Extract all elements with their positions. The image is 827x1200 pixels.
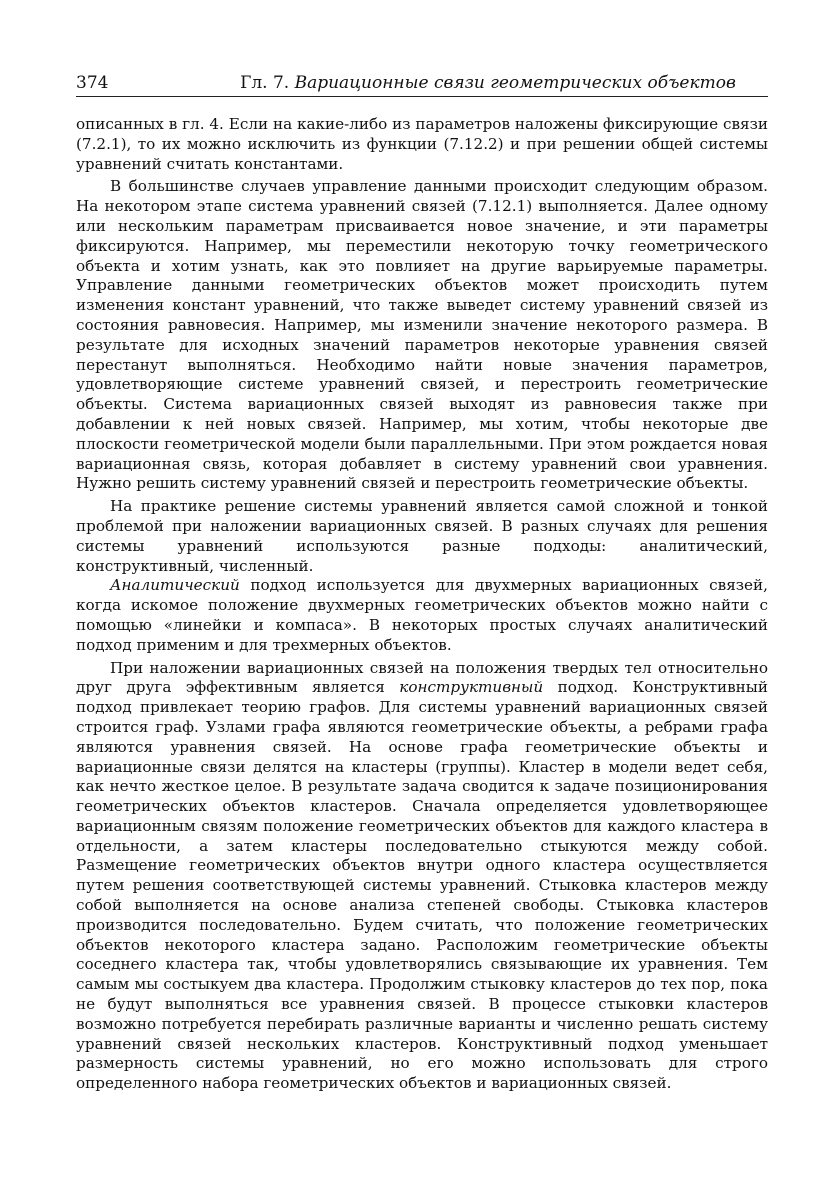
body-text	[76, 115, 768, 1094]
chapter-label: Гл. 7.	[240, 73, 290, 93]
paragraph-4-text: подход используется для двухмерных вариационных связей, когда искомое положение двухмерных геометрических объектов можно найти с помощью «линейки и компаса». В некоторых простых случаях аналитический подход применим и для трехмерных объектов.	[76, 576, 768, 654]
term-analytical: Аналитический	[110, 576, 240, 595]
term-constructive: конструктивный	[399, 678, 544, 697]
running-head	[76, 70, 768, 97]
chapter-title	[208, 73, 768, 93]
paragraph-5-before: При наложении вариационных связей на положения твердых тел относительно друг друга эффективным является	[76, 658, 768, 697]
book-page	[76, 70, 768, 1097]
chapter-title-text: Вариационные связи геометрических объектов	[294, 73, 736, 93]
paragraph-1: описанных в гл. 4. Если на какие-либо из параметров наложены фиксирующие связи (7.2.1), то их можно исключить из функции (7.12.2) и при решении общей системы уравнений считать константами.	[76, 115, 768, 173]
paragraph-4	[76, 576, 768, 655]
paragraph-3: На практике решение системы уравнений является самой сложной и тонкой проблемой при наложении вариационных связей. В разных случаях для решения системы уравнений используются разные подходы: аналитический, конструктивный, численный.	[76, 497, 768, 575]
page-number: 374	[76, 73, 109, 93]
paragraph-5-after: подход. Конструктивный подход привлекает теорию графов. Для системы уравнений вариационных связей строится граф. Узлами графа являются геометрические объекты, а ребрами графа являются уравнения связей. На основе графа геометрические объекты и вариационные связи делятся на кластеры (группы). Кластер в модели ведет себя, как нечто жесткое целое. В результате задача сводится к задаче позиционирования геометрических объектов кластеров. Сначала определяется удовлетворяющее вариационным связям положение геометрических объектов для каждого кластера в отдельности, а затем кластеры последовательно стыкуются между собой. Размещение геометрических объектов внутри одного кластера осуществляется путем решения соответствующей системы уравнений. Стыковка кластеров между собой выполняется на основе анализа степеней свободы. Стыковка кластеров производится последовательно. Будем считать, что положение геометрических объектов некоторого кластера задано. Расположим геометрические объекты соседнего кластера так, чтобы удовлетворялись связывающие их уравнения. Тем самым мы состыкуем два кластера. Продолжим стыковку кластеров до тех пор, пока не будут выполняться все уравнения связей. В процессе стыковки кластеров возможно потребуется перебирать различные варианты и численно решать систему уравнений связей нескольких кластеров. Конструктивный подход уменьшает размерность системы уравнений, но его можно использовать для строго определенного набора геометрических объектов и вариационных связей.	[76, 678, 768, 1093]
paragraph-5	[76, 659, 768, 1095]
paragraph-2: В большинстве случаев управление данными происходит следующим образом. На некотором этапе система уравнений связей (7.12.1) выполняется. Далее одному или нескольким параметрам присваивается новое значение, и эти параметры фиксируются. Например, мы переместили некоторую точку геометрического объекта и хотим узнать, как это повлияет на другие варьируемые параметры. Управление данными геометрических объектов может происходить путем изменения констант уравнений, что также выведет систему уравнений связей из состояния равновесия. Например, мы изменили значение некоторого размера. В результате для исходных значений параметров некоторые уравнения связей перестанут выполняться. Необходимо найти новые значения параметров, удовлетворяющие системе уравнений связей, и перестроить геометрические объекты. Система вариационных связей выходят из равновесия также при добавлении к ней новых связей. Например, мы хотим, чтобы некоторые две плоскости геометрической модели были параллельными. При этом рождается новая вариационная связь, которая добавляет в систему уравнений свои уравнения. Нужно решить систему уравнений связей и перестроить геометрические объекты.	[76, 177, 768, 493]
